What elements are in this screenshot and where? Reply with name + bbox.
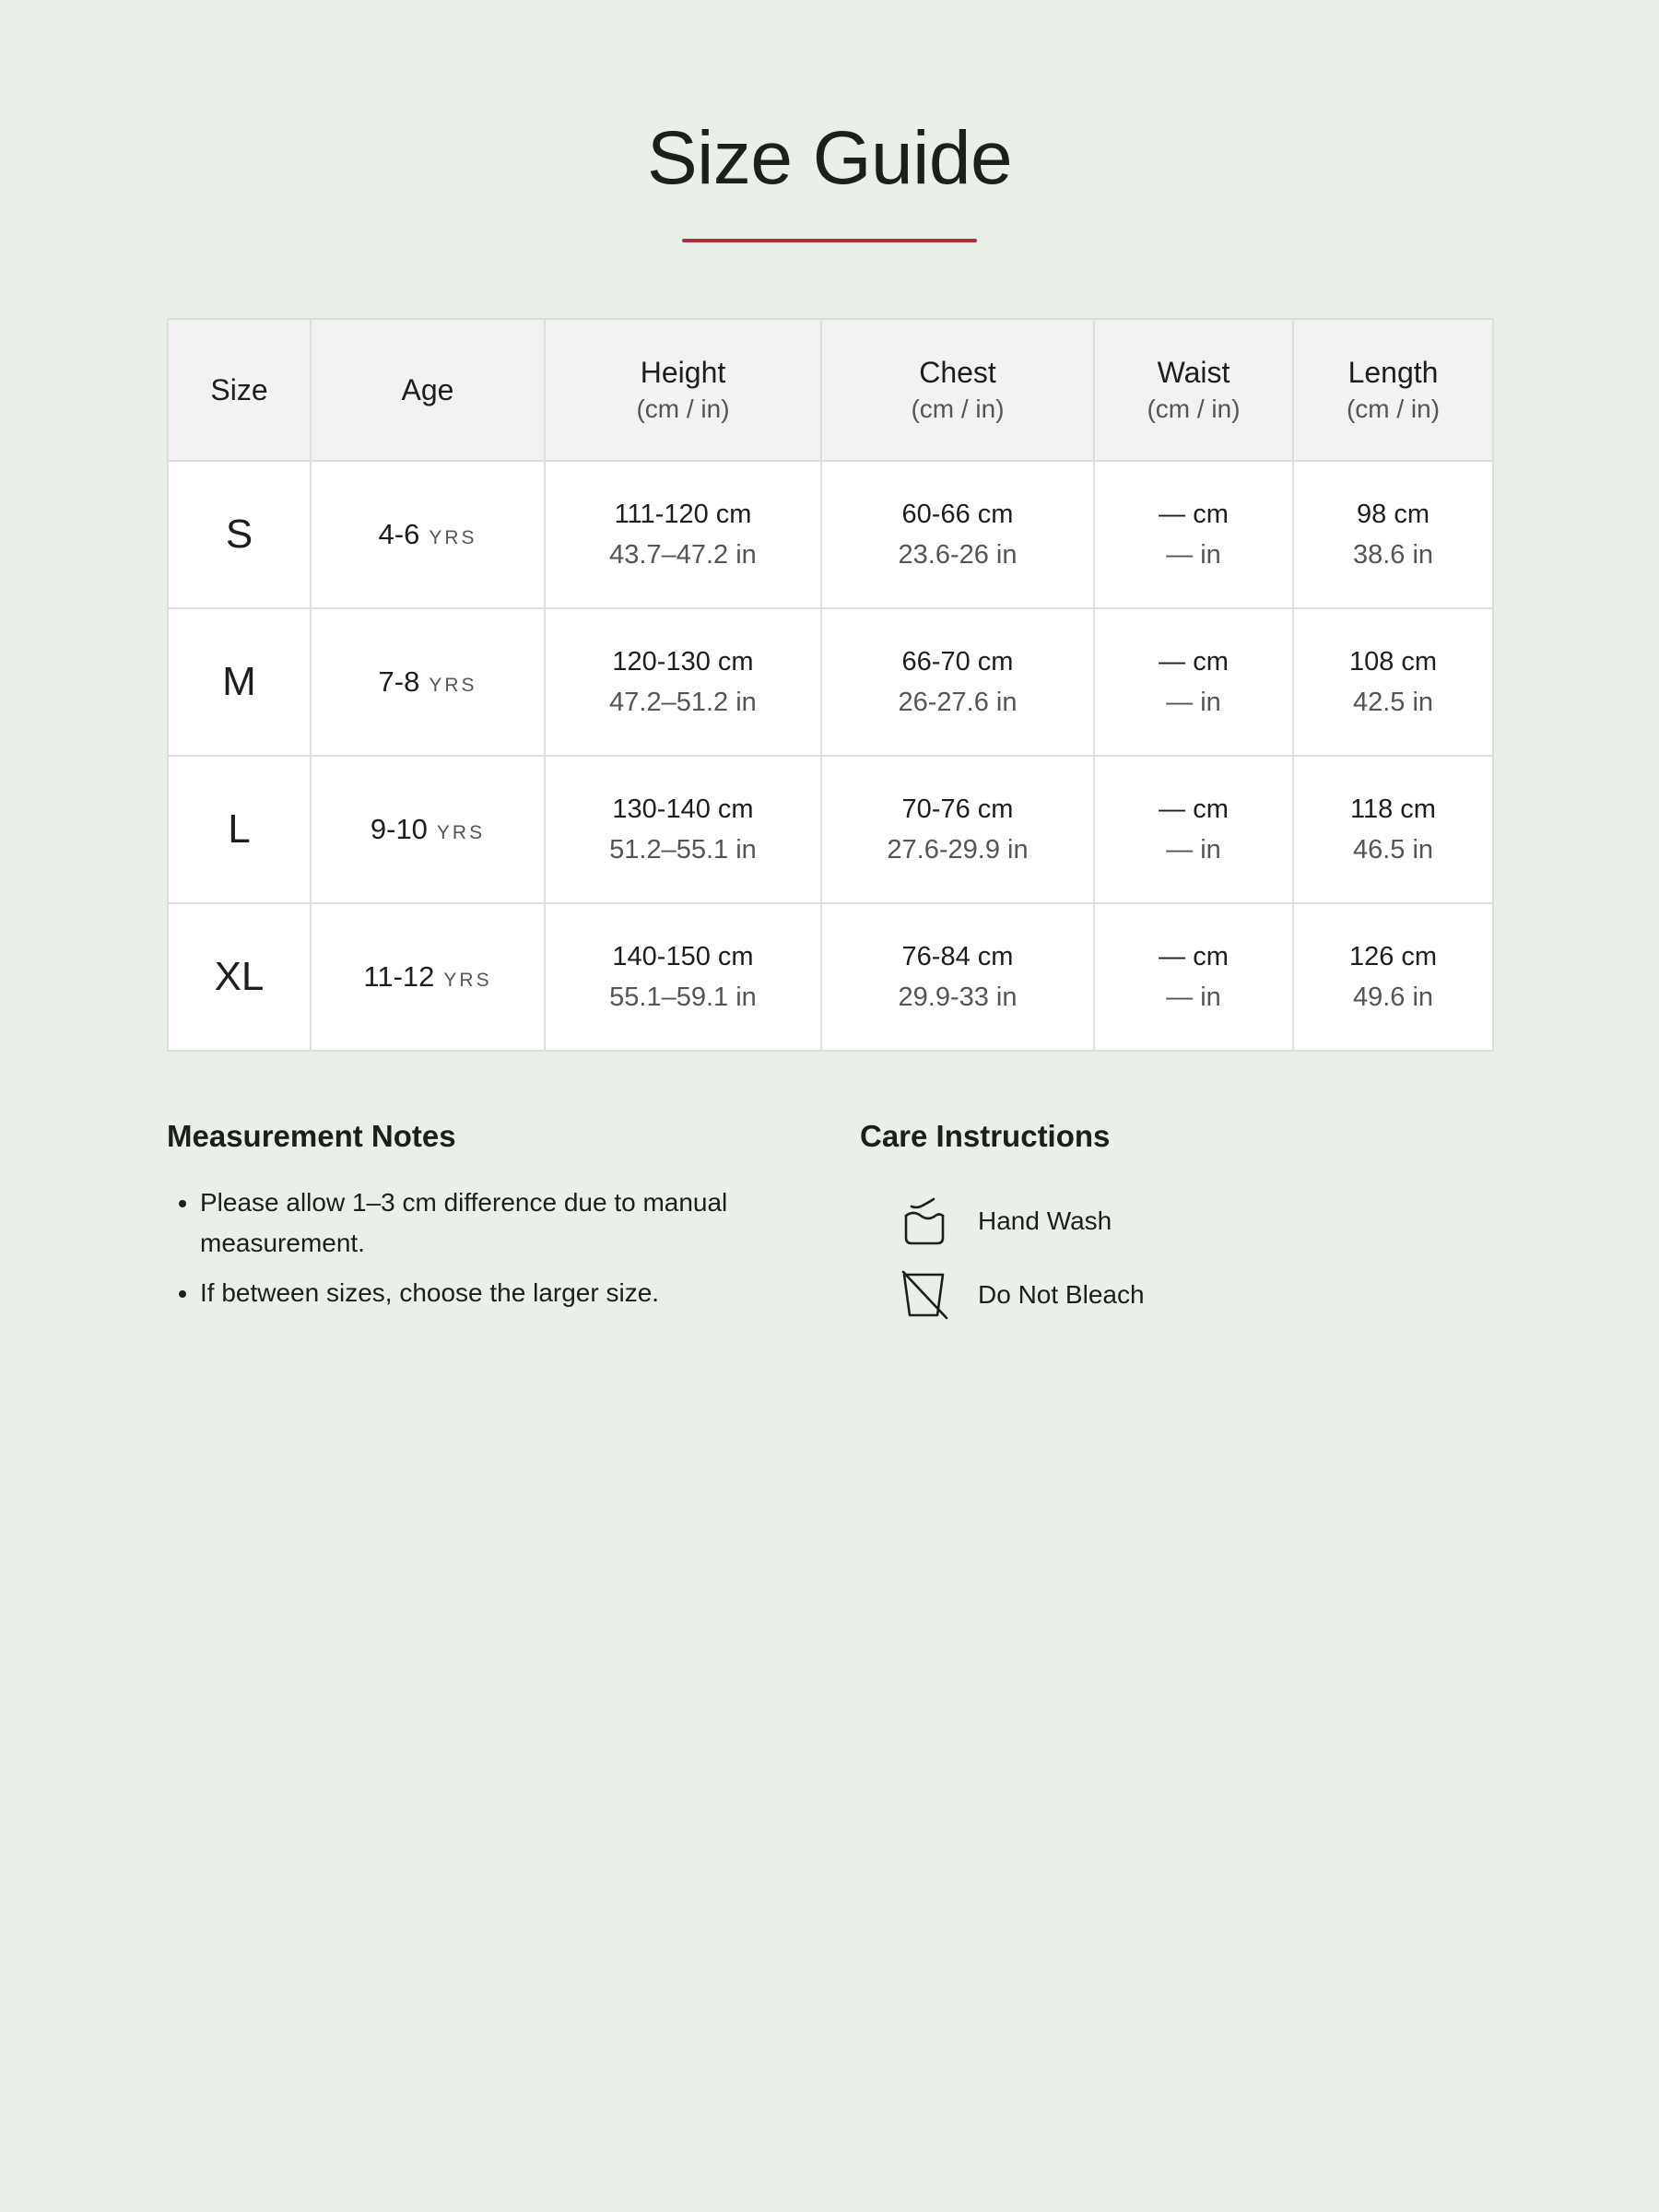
header-label: Chest (919, 356, 996, 389)
header-chest (821, 319, 1094, 461)
length-in: 46.5 in (1352, 835, 1434, 865)
page-title: Size Guide (646, 116, 1013, 200)
length-cm: 108 cm (1348, 647, 1438, 677)
header-unit: (cm / in) (1346, 394, 1441, 423)
length-cm: 118 cm (1350, 794, 1436, 824)
chest-cell (821, 608, 1094, 756)
chest-in: 23.6-26 in (898, 540, 1018, 570)
height-cell (545, 608, 821, 756)
care-label: Do Not Bleach (978, 1280, 1145, 1309)
height-in: 43.7–47.2 in (609, 540, 757, 570)
size-cell (168, 461, 311, 608)
length-cm: 98 cm (1357, 500, 1430, 529)
header-waist (1094, 319, 1293, 461)
waist-in: — in (1166, 982, 1221, 1012)
header-label: Age (401, 373, 454, 406)
size-label: S (225, 512, 253, 557)
chest-cell (821, 903, 1094, 1051)
do-not-bleach-icon (900, 1269, 948, 1321)
waist-cell (1094, 461, 1293, 608)
chest-cell (821, 461, 1094, 608)
size-label: L (228, 806, 251, 852)
care-label: Hand Wash (978, 1206, 1112, 1235)
waist-cm: — cm (1159, 647, 1229, 677)
header-age (311, 319, 545, 461)
header-height (545, 319, 821, 461)
list-item: • If between sizes, choose the larger size. (200, 1273, 812, 1313)
header-length (1293, 319, 1493, 461)
age-unit: YRS (436, 822, 486, 843)
age-unit: YRS (429, 675, 477, 696)
header-unit: (cm / in) (636, 394, 730, 423)
length-cell (1293, 903, 1493, 1051)
table-header-row (168, 319, 1493, 461)
header-unit: (cm / in) (1147, 394, 1241, 423)
list-item: • Please allow 1–3 cm difference due to manual measurement. (200, 1182, 812, 1264)
header-label: Height (640, 356, 726, 389)
chest-cell (821, 756, 1094, 903)
title-underline (682, 239, 977, 242)
length-cell (1293, 608, 1493, 756)
size-cell (168, 608, 311, 756)
height-cm: 111-120 cm (614, 500, 752, 529)
length-in: 49.6 in (1352, 982, 1434, 1012)
length-cm: 126 cm (1348, 942, 1438, 971)
size-label: XL (214, 954, 265, 999)
height-cell (545, 903, 821, 1051)
table-row (168, 903, 1493, 1051)
size-cell (168, 756, 311, 903)
waist-cm: — cm (1159, 500, 1229, 529)
care-item-hand-wash (900, 1194, 1492, 1249)
length-in: 42.5 in (1352, 688, 1434, 717)
hand-wash-icon (900, 1195, 948, 1247)
chest-cm: 76-84 cm (901, 942, 1014, 971)
chest-cm: 60-66 cm (901, 500, 1014, 529)
table-row (168, 461, 1493, 608)
length-cell (1293, 461, 1493, 608)
height-cm: 120-130 cm (612, 647, 754, 677)
size-label: M (222, 659, 256, 704)
chest-in: 27.6-29.9 in (887, 835, 1029, 865)
waist-cm: — cm (1159, 794, 1229, 824)
height-in: 47.2–51.2 in (609, 688, 757, 717)
chest-cm: 70-76 cm (901, 794, 1014, 824)
height-cm: 140-150 cm (612, 942, 754, 971)
care-heading: Care Instructions (860, 1119, 1111, 1153)
measurement-notes (167, 1111, 812, 1323)
care-instructions (860, 1111, 1492, 1323)
age-value: 11-12 (363, 960, 435, 993)
length-in: 38.6 in (1352, 540, 1434, 570)
size-cell (168, 903, 311, 1051)
age-value: 4-6 (378, 518, 420, 550)
age-value: 7-8 (378, 665, 420, 698)
header-size (168, 319, 311, 461)
age-cell (311, 756, 545, 903)
length-cell (1293, 756, 1493, 903)
age-cell (311, 903, 545, 1051)
header-label: Length (1347, 356, 1439, 389)
table-row (168, 756, 1493, 903)
size-table (167, 318, 1494, 1052)
notes-list (167, 1182, 812, 1313)
height-in: 51.2–55.1 in (609, 835, 757, 865)
waist-cm: — cm (1159, 942, 1229, 971)
age-value: 9-10 (370, 813, 428, 845)
table-row (168, 608, 1493, 756)
height-cell (545, 461, 821, 608)
waist-cell (1094, 608, 1293, 756)
height-cm: 130-140 cm (612, 794, 754, 824)
height-in: 55.1–59.1 in (609, 982, 757, 1012)
waist-cell (1094, 756, 1293, 903)
waist-cell (1094, 903, 1293, 1051)
height-cell (545, 756, 821, 903)
header-label: Waist (1157, 356, 1230, 389)
chest-cm: 66-70 cm (901, 647, 1014, 677)
age-cell (311, 608, 545, 756)
chest-in: 29.9-33 in (898, 982, 1018, 1012)
age-unit: YRS (443, 970, 492, 991)
age-cell (311, 461, 545, 608)
care-item-do-not-bleach (900, 1267, 1492, 1323)
chest-in: 26-27.6 in (898, 688, 1018, 717)
header-label: Size (210, 373, 268, 406)
waist-in: — in (1166, 540, 1221, 570)
age-unit: YRS (429, 527, 477, 548)
waist-in: — in (1166, 688, 1221, 717)
header-unit: (cm / in) (911, 394, 1005, 423)
notes-heading: Measurement Notes (167, 1119, 456, 1153)
waist-in: — in (1166, 835, 1221, 865)
